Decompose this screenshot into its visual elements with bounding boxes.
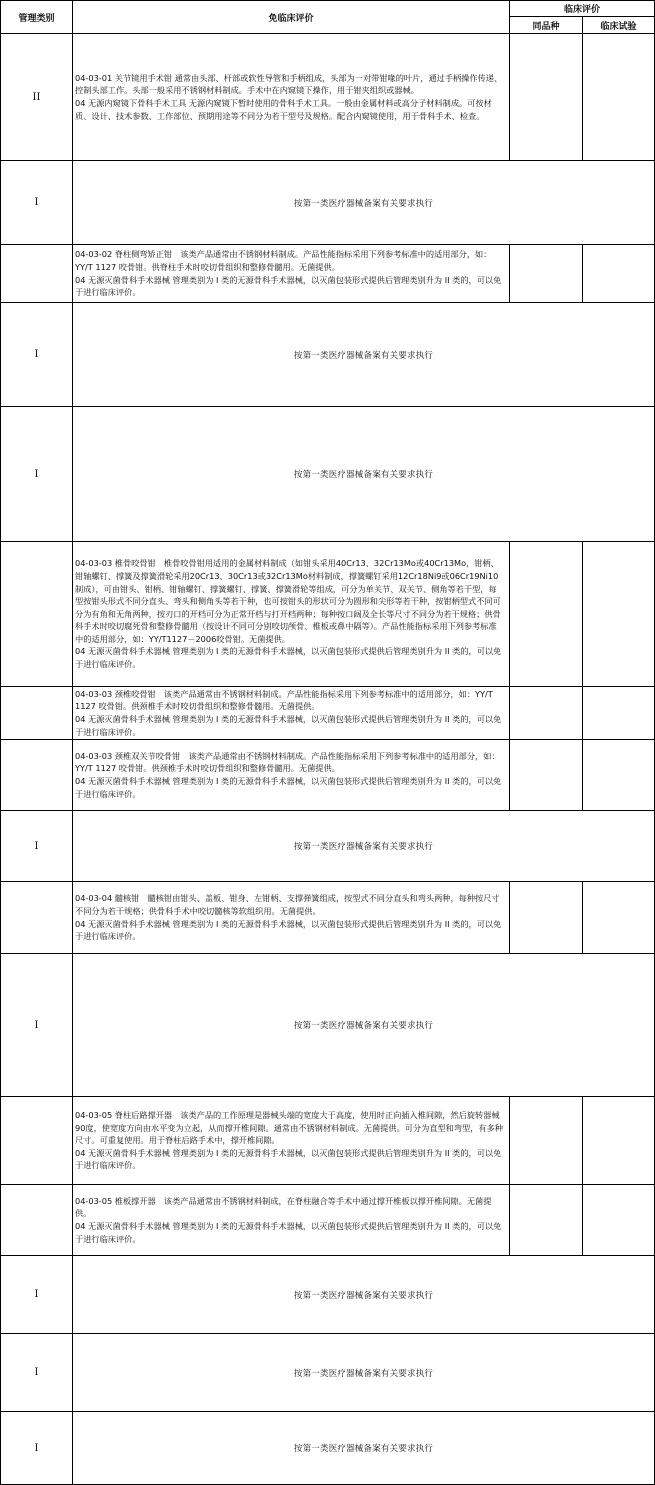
table-row [1, 34, 655, 161]
same-variety-cell [510, 542, 583, 687]
description-paragraph: 04-03-04 髓核钳 髓核钳由钳头、盖板、钳身、左钳柄、支撑弹簧组成，按型式不同分直头和弯头两种，每种按尺寸不同分为若干规格；供骨科手术中咬切髓核等软组织用。无菌提供。 [75, 893, 500, 916]
category-cell: I [1, 811, 73, 882]
filing-requirement-note: 按第一类医疗器械备案有关要求执行 [73, 1412, 655, 1485]
table-row [1, 811, 655, 882]
same-variety-cell [510, 687, 583, 740]
table-row [1, 407, 655, 542]
clinical-trial-cell [583, 882, 655, 954]
category-cell [1, 1185, 73, 1256]
filing-requirement-note: 按第一类医疗器械备案有关要求执行 [73, 1334, 655, 1412]
filing-requirement-note: 按第一类医疗器械备案有关要求执行 [73, 303, 655, 407]
category-cell: I [1, 954, 73, 1097]
table-row [1, 882, 655, 954]
description-paragraph: 04-03-03 颈椎咬骨钳 该类产品通常由不锈钢材料制成。产品性能指标采用下列参考标准中的适用部分，如：YY/T 1127 咬骨钳。供颈椎手术时咬切骨组织和整修骨髓用。无菌提供。 [75, 688, 493, 712]
category-cell: I [1, 303, 73, 407]
clinical-trial-cell [583, 1097, 655, 1185]
table-row [1, 303, 655, 407]
clinical-trial-cell [583, 1185, 655, 1256]
filing-requirement-note: 按第一类医疗器械备案有关要求执行 [73, 811, 655, 882]
description-paragraph: 04 无源灭菌骨科手术器械 管理类别为 I 类的无源骨科手术器械，以灭菌包装形式提供后管理类别升为 II 类的，可以免于进行临床评价。 [75, 714, 502, 737]
filing-requirement-note: 按第一类医疗器械备案有关要求执行 [73, 954, 655, 1097]
description-paragraph: 04-03-03 椎骨咬骨钳 椎骨咬骨钳用适用的金属材料制成（如钳头采用40Cr13、32Cr13Mo或40Cr13Mo，钳柄、钳轴螺钉、撑簧及撑簧滑轮采用20Cr13、30Cr13或32Cr13Mo材料制成，撑簧螺钉采用12Cr18Ni9或06Cr19Ni10制成），可由钳头、钳柄、钳轴螺钉、撑簧螺钉、撑簧、撑簧滑轮等组成，可分为单关节、双关节、侧角等若干型，每型按钳头形式不同分直头、弯头和侧角头等若干种，也可按钳头的形状可分为圆形和尖形等若干种，按钳柄型式不同可分为有角和无角两种，按刃口的开档可分为正常开档与打开档两种；每种按口阔及全长等尺寸不同分为若干规格；供骨科手术时咬切腐死骨和整修骨髓用（按设计不同可分别咬切颅骨、椎板或鼻中隔等）。产品性能指标采用下列参考标准中的适用部分，如：YY/T1127－2006咬骨钳。无菌提供。 [75, 558, 501, 644]
description-paragraph: 04 无源灭菌骨科手术器械 管理类别为 I 类的无源骨科手术器械，以灭菌包装形式提供后管理类别升为 II 类的，可以免于进行临床评价。 [75, 646, 502, 670]
table-row [1, 542, 655, 687]
filing-requirement-note: 按第一类医疗器械备案有关要求执行 [73, 1256, 655, 1334]
category-cell [1, 245, 73, 303]
description-paragraph: 04 无源灭菌骨科手术器械 管理类别为 I 类的无源骨科手术器械，以灭菌包装形式提供后管理类别升为 II 类的，可以免于进行临床评价。 [75, 1221, 502, 1244]
description-paragraph: 04-03-05 椎板撑开器 该类产品通常由不锈钢材料制成，在脊柱融合等手术中通过撑开椎板以撑开椎间隙。无菌提供。 [75, 1195, 492, 1219]
description-paragraph: 04 无源灭菌骨科手术器械 管理类别为 I 类的无源骨科手术器械，以灭菌包装形式提供后管理类别升为 II 类的，可以免于进行临床评价。 [75, 918, 502, 942]
exemption-description [73, 687, 510, 740]
table-row [1, 1185, 655, 1256]
filing-requirement-note: 按第一类医疗器械备案有关要求执行 [73, 161, 655, 245]
exemption-description [73, 740, 510, 811]
exemption-description [73, 1185, 510, 1256]
category-cell: I [1, 407, 73, 542]
category-cell: I [1, 1256, 73, 1334]
description-paragraph: 04-03-05 脊柱后路撑开器 该类产品的工作原理是器械头端的宽度大于高度，使用时正向插入椎间隙，然后旋转器械90度，使宽度方向由水平变为立起，从而撑开椎间隙。通常由不锈钢材料制成。无菌提供。可分为直型和弯型，有多种尺寸。可重复使用。用于脊柱后路手术中，撑开椎间隙。 [75, 1110, 503, 1146]
same-variety-cell [510, 882, 583, 954]
description-paragraph: 04 无源内窥镜下骨科手术工具 无源内窥镜下暂时使用的骨科手术工具。一般由金属材料或高分子材料制成。可按材质、设计、技术参数、工作部位、预期用途等不同分为若干型号及规格。配合内窥镜使用，用于骨科手术、检查。 [75, 98, 492, 121]
description-paragraph: 04 无源灭菌骨科手术器械 管理类别为 I 类的无源骨科手术器械，以灭菌包装形式提供后管理类别升为 II 类的，可以免于进行临床评价。 [75, 776, 502, 799]
clinical-trial-cell [583, 687, 655, 740]
description-paragraph: 04-03-02 脊柱侧弯矫正钳 该类产品通常由不锈钢材料制成。产品性能指标采用下列参考标准中的适用部分，如：YY/T 1127 咬骨钳。供脊柱手术时咬切骨组织和整修骨髓用。无菌提供。 [75, 249, 492, 272]
same-variety-cell [510, 1097, 583, 1185]
category-cell [1, 542, 73, 687]
header-exemption: 免临床评价 [73, 1, 510, 34]
table-row [1, 1097, 655, 1185]
description-paragraph: 04 无源灭菌骨科手术器械 管理类别为 I 类的无源骨科手术器械，以灭菌包装形式提供后管理类别升为 II 类的，可以免于进行临床评价。 [75, 274, 502, 298]
category-cell: II [1, 34, 73, 161]
clinical-trial-cell [583, 34, 655, 161]
category-cell [1, 882, 73, 954]
same-variety-cell [510, 740, 583, 811]
header-clinical-trial: 临床试验 [583, 17, 655, 34]
same-variety-cell [510, 245, 583, 303]
exemption-description [73, 245, 510, 303]
category-cell [1, 740, 73, 811]
exemption-description [73, 542, 510, 687]
header-category: 管理类别 [1, 1, 73, 34]
description-paragraph: 04-03-03 颈椎双关节咬骨钳 该类产品通常由不锈钢材料制成。产品性能指标采用下列参考标准中的适用部分，如：YY/T 1127 咬骨钳。供颈椎手术时咬切骨组织和整修骨髓用。无菌提供。 [75, 750, 500, 774]
table-row [1, 1256, 655, 1334]
clinical-trial-cell [583, 542, 655, 687]
category-cell: I [1, 161, 73, 245]
table-row [1, 687, 655, 740]
category-cell: I [1, 1334, 73, 1412]
table-row [1, 1334, 655, 1412]
table-row [1, 954, 655, 1097]
header-same-variety: 同品种 [510, 17, 583, 34]
table-row [1, 1412, 655, 1485]
description-paragraph: 04 无源灭菌骨科手术器械 管理类别为 I 类的无源骨科手术器械，以灭菌包装形式提供后管理类别升为 II 类的，可以免于进行临床评价。 [75, 1147, 502, 1171]
same-variety-cell [510, 1185, 583, 1256]
exemption-description [73, 1097, 510, 1185]
same-variety-cell [510, 34, 583, 161]
table-row [1, 245, 655, 303]
filing-requirement-note: 按第一类医疗器械备案有关要求执行 [73, 407, 655, 542]
table-row [1, 740, 655, 811]
category-cell [1, 687, 73, 740]
description-paragraph: 04-03-01 关节镜用手术钳 通常由头部、杆部或软性导管和手柄组成，头部为一对带钳喙的叶片，通过手柄操作传递、控制头部工作。头部一般采用不锈钢材料制成。手术中在内窥镜下操作，用于钳夹组织或器械。 [75, 72, 503, 96]
header-clinical-eval: 临床评价 [510, 1, 655, 17]
table-row [1, 161, 655, 245]
category-cell: I [1, 1412, 73, 1485]
clinical-trial-cell [583, 245, 655, 303]
category-cell [1, 1097, 73, 1185]
exemption-description [73, 34, 510, 161]
clinical-trial-cell [583, 740, 655, 811]
exemption-description [73, 882, 510, 954]
